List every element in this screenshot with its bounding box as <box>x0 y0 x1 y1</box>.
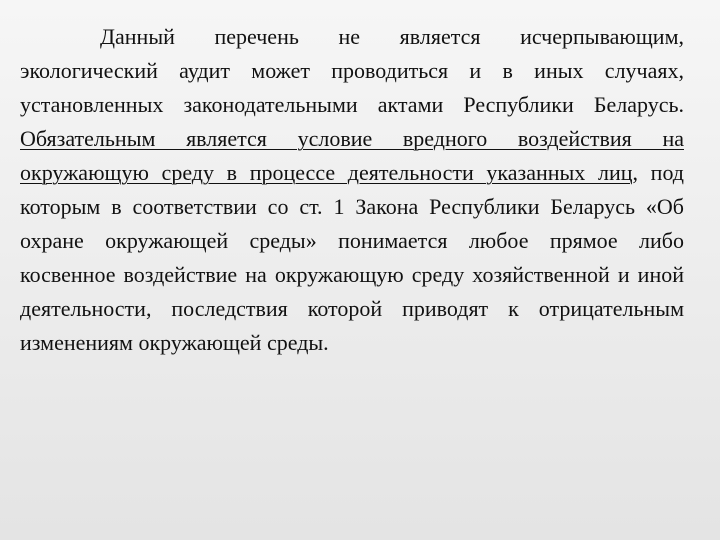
paragraph-text-continuation: , под которым в соответствии со ст. 1 Закона Республики Беларусь «Об охране окружающей среды» понимается любое прямое либо косвенное воздействие на окружающую среду хозяйственной и иной деятельности, последствия которой приводят к отрицательным изменениям окружающей среды. <box>20 160 684 355</box>
body-paragraph <box>20 20 684 360</box>
paragraph-text-intro: Данный перечень не является исчерпывающим, экологический аудит может проводиться и в иных случаях, установленных законодательными актами Республики Беларусь. <box>20 24 684 117</box>
paragraph-text-underlined: Обязательным является условие вредного воздействия на окружающую среду в процессе деятельности указанных лиц <box>20 126 684 185</box>
